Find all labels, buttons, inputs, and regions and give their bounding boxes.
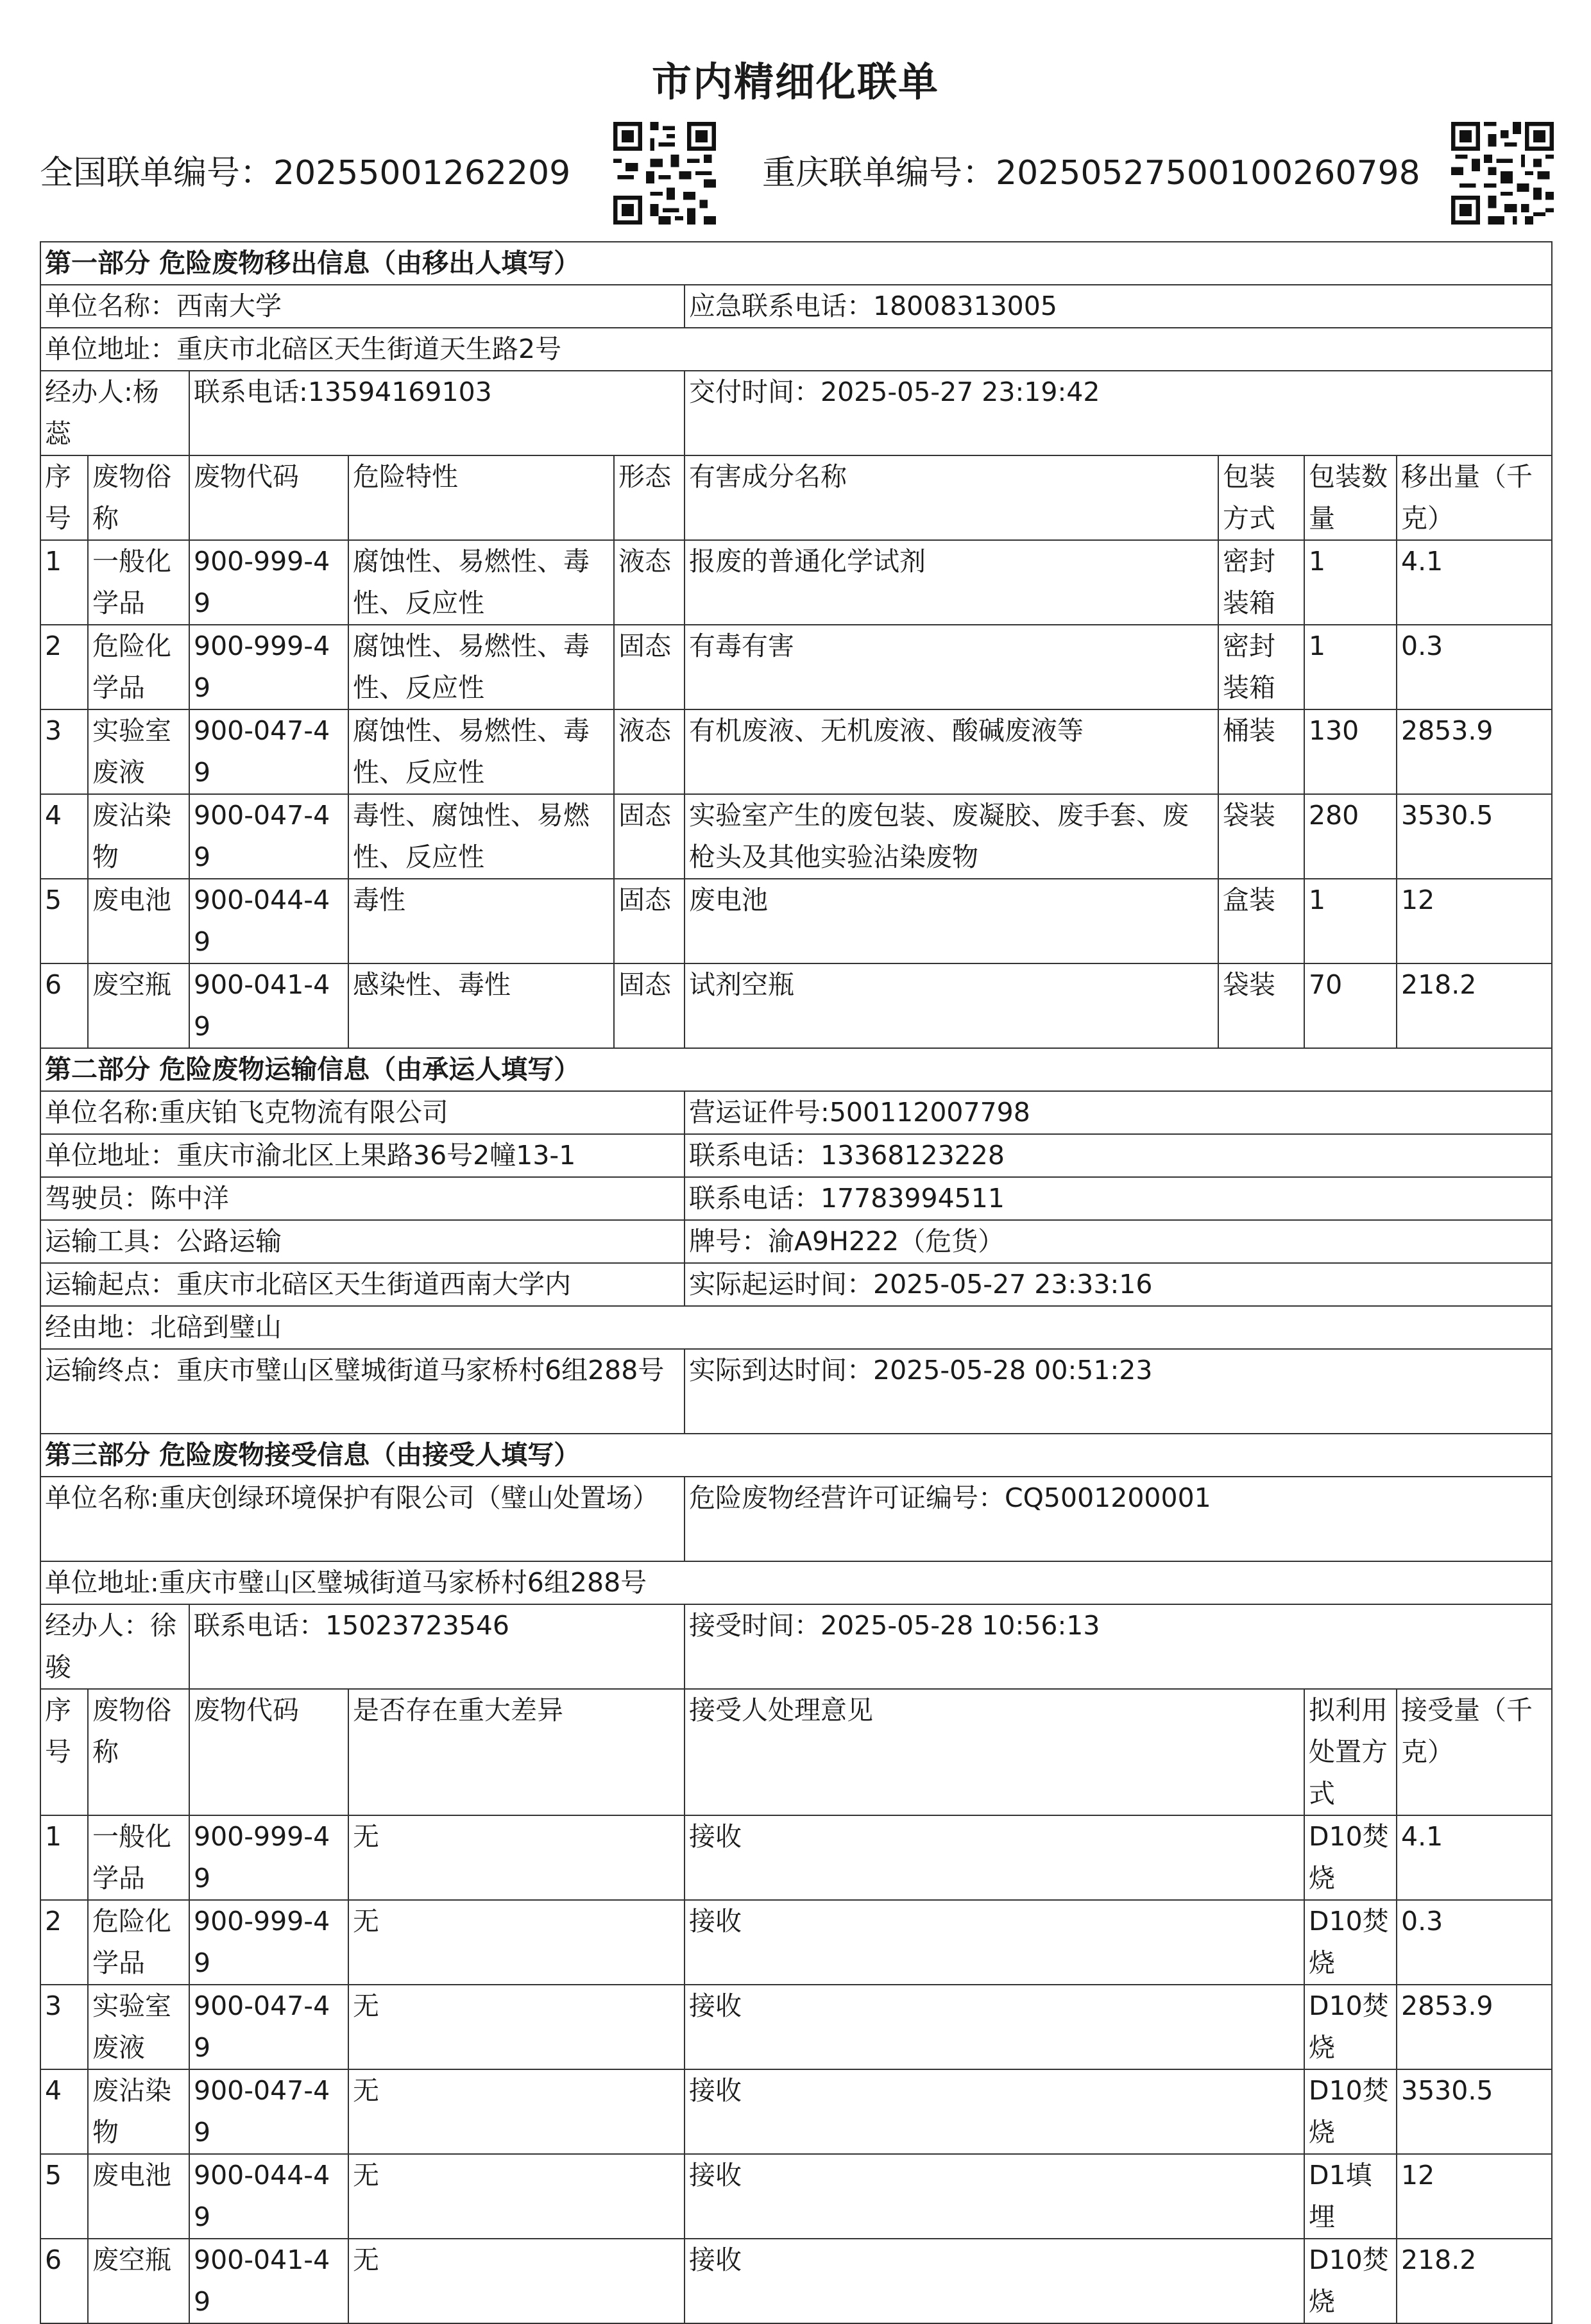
part1-cell: 2 [40,625,88,709]
part3-cell: D10焚烧 [1304,2069,1397,2154]
part3-cell: 无 [348,1815,685,1900]
part2-license: 营运证件号:500112007798 [685,1091,1552,1134]
part1-cell: 900-047-49 [189,794,348,879]
part3-cell: 5 [40,2154,88,2239]
part3-cell: 3 [40,1985,88,2069]
part1-cell: 1 [1304,540,1397,625]
national-number [40,154,570,192]
part3-cell: 3530.5 [1397,2069,1552,2154]
part1-cell: 危险化学品 [88,625,189,709]
document-title: 市内精细化联单 [651,58,939,105]
part2-route: 经由地：北碚到璧山 [40,1306,1552,1349]
part1-cell: 试剂空瓶 [685,963,1218,1048]
part1-cell: 0.3 [1397,625,1552,709]
part1-cell: 废沾染物 [88,794,189,879]
part3-cell: 一般化学品 [88,1815,189,1900]
national-number-value: 20255001262209 [273,154,571,192]
part1-cell: 900-047-49 [189,709,348,794]
part3-permit: 危险废物经营许可证编号：CQ5001200001 [685,1477,1552,1561]
part3-table-row [40,2069,1552,2154]
part2-plate: 牌号：渝A9H222（危货） [685,1220,1552,1263]
part3-table-row [40,2239,1552,2323]
part1-cell: 密封装箱 [1218,540,1304,625]
part3-header-cell: 序号 [40,1689,88,1815]
part3-cell: 900-047-49 [189,1985,348,2069]
part2-title: 第二部分 危险废物运输信息（由承运人填写） [40,1048,1552,1091]
part1-handler-phone: 联系电话:13594169103 [189,371,685,455]
part1-cell: 废电池 [88,879,189,963]
part3-cell: 900-044-49 [189,2154,348,2239]
part3-cell: 危险化学品 [88,1900,189,1985]
part3-cell: 900-999-49 [189,1900,348,1985]
part1-table-row [40,794,1552,879]
part1-cell: 3530.5 [1397,794,1552,879]
part3-cell: 接收 [685,2239,1304,2323]
part3-cell: 4 [40,2069,88,2154]
part3-cell: 12 [1397,2154,1552,2239]
part2-phone-2: 联系电话：17783994511 [685,1177,1552,1220]
part1-table-row [40,963,1552,1048]
manifest-table [40,241,1553,2324]
national-qr-code [613,122,716,225]
part1-cell: 密封装箱 [1218,625,1304,709]
national-number-label: 全国联单编号： [40,154,274,192]
part1-header-cell: 形态 [614,455,685,540]
part3-cell: 接收 [685,1900,1304,1985]
part1-table-row [40,709,1552,794]
part3-cell: 218.2 [1397,2239,1552,2323]
part1-cell: 袋装 [1218,963,1304,1048]
part3-cell: 实验室废液 [88,1985,189,2069]
part2-start: 运输起点：重庆市北碚区天生街道西南大学内 [40,1263,685,1306]
part3-cell: 接收 [685,1985,1304,2069]
part3-cell: 900-999-49 [189,1815,348,1900]
part1-cell: 6 [40,963,88,1048]
part1-cell: 盒装 [1218,879,1304,963]
part3-cell: 废沾染物 [88,2069,189,2154]
part3-cell: 900-047-49 [189,2069,348,2154]
part1-cell: 有机废液、无机废液、酸碱废液等 [685,709,1218,794]
part1-cell: 4.1 [1397,540,1552,625]
part1-cell: 900-999-49 [189,625,348,709]
part2-driver: 驾驶员：陈中洋 [40,1177,685,1220]
part1-cell: 1 [1304,879,1397,963]
part1-cell: 900-044-49 [189,879,348,963]
part3-table-row [40,2154,1552,2239]
chongqing-qr-code [1451,122,1554,225]
part1-unit-name: 单位名称：西南大学 [40,285,685,328]
part1-address: 单位地址：重庆市北碚区天生街道天生路2号 [40,328,1552,371]
part3-unit-name: 单位名称:重庆创绿环境保护有限公司（璧山处置场） [40,1477,685,1561]
part1-header-cell: 包装方式 [1218,455,1304,540]
part3-cell: 0.3 [1397,1900,1552,1985]
part1-cell: 腐蚀性、易燃性、毒性、反应性 [348,625,614,709]
part3-cell: 废空瓶 [88,2239,189,2323]
part3-cell: 2 [40,1900,88,1985]
part3-handler-phone: 联系电话：15023723546 [189,1604,685,1689]
part3-cell: 无 [348,2069,685,2154]
part3-cell: D10焚烧 [1304,1985,1397,2069]
part1-cell: 袋装 [1218,794,1304,879]
part1-cell: 有毒有害 [685,625,1218,709]
part3-cell: D10焚烧 [1304,1900,1397,1985]
part1-cell: 130 [1304,709,1397,794]
part2-vehicle: 运输工具：公路运输 [40,1220,685,1263]
part1-cell: 2853.9 [1397,709,1552,794]
part1-cell: 1 [40,540,88,625]
part1-cell: 900-999-49 [189,540,348,625]
part1-cell: 腐蚀性、易燃性、毒性、反应性 [348,709,614,794]
part3-cell: 无 [348,1985,685,2069]
part3-cell: D10焚烧 [1304,2239,1397,2323]
part1-cell: 3 [40,709,88,794]
part3-cell: 无 [348,1900,685,1985]
part3-cell: 无 [348,2239,685,2323]
part1-handler: 经办人:杨蕊 [40,371,189,455]
part1-emergency-phone: 应急联系电话：18008313005 [685,285,1552,328]
part3-cell: 接收 [685,1815,1304,1900]
part3-header-cell: 接受量（千克） [1397,1689,1552,1815]
part3-cell: 1 [40,1815,88,1900]
part1-cell: 实验室产生的废包装、废凝胶、废手套、废枪头及其他实验沾染废物 [685,794,1218,879]
part1-cell: 液态 [614,709,685,794]
part1-handover-time: 交付时间：2025-05-27 23:19:42 [685,371,1552,455]
part1-cell: 毒性、腐蚀性、易燃性、反应性 [348,794,614,879]
part1-header-cell: 包装数量 [1304,455,1397,540]
part1-header-cell: 有害成分名称 [685,455,1218,540]
part1-cell: 废电池 [685,879,1218,963]
part1-cell: 报废的普通化学试剂 [685,540,1218,625]
part1-title: 第一部分 危险废物移出信息（由移出人填写） [40,242,1552,285]
part2-phone-1: 联系电话：13368123228 [685,1134,1552,1177]
part3-table-row [40,1815,1552,1900]
part1-cell: 12 [1397,879,1552,963]
part1-header-cell: 废物代码 [189,455,348,540]
part3-handler: 经办人：徐骏 [40,1604,189,1689]
part3-cell: 接收 [685,2069,1304,2154]
part3-title: 第三部分 危险废物接受信息（由接受人填写） [40,1434,1552,1477]
part1-cell: 桶装 [1218,709,1304,794]
part3-header-cell: 接受人处理意见 [685,1689,1304,1815]
part1-cell: 4 [40,794,88,879]
part2-unit-name: 单位名称:重庆铂飞克物流有限公司 [40,1091,685,1134]
part1-cell: 腐蚀性、易燃性、毒性、反应性 [348,540,614,625]
part2-arrive-time: 实际到达时间：2025-05-28 00:51:23 [685,1349,1552,1434]
part3-cell: 接收 [685,2154,1304,2239]
part1-cell: 废空瓶 [88,963,189,1048]
part1-cell: 固态 [614,879,685,963]
part3-header-cell: 拟利用处置方式 [1304,1689,1397,1815]
part3-table-row [40,1900,1552,1985]
part3-cell: 900-041-49 [189,2239,348,2323]
part1-cell: 固态 [614,625,685,709]
part1-cell: 感染性、毒性 [348,963,614,1048]
part1-table-row [40,879,1552,963]
part1-cell: 5 [40,879,88,963]
part1-header-cell: 移出量（千克） [1397,455,1552,540]
part3-receive-time: 接受时间：2025-05-28 10:56:13 [685,1604,1552,1689]
part3-cell: D1填埋 [1304,2154,1397,2239]
part1-cell: 液态 [614,540,685,625]
part3-header-cell: 废物代码 [189,1689,348,1815]
part3-header-cell: 废物俗称 [88,1689,189,1815]
chongqing-number [762,154,1420,192]
part1-cell: 900-041-49 [189,963,348,1048]
part1-cell: 毒性 [348,879,614,963]
part3-table-row [40,1985,1552,2069]
part1-cell: 218.2 [1397,963,1552,1048]
chongqing-number-value: 20250527500100260798 [996,154,1420,192]
chongqing-number-label: 重庆联单编号： [762,154,996,192]
part3-cell: D10焚烧 [1304,1815,1397,1900]
part3-cell: 4.1 [1397,1815,1552,1900]
part1-cell: 固态 [614,963,685,1048]
part1-cell: 70 [1304,963,1397,1048]
part1-table-row [40,540,1552,625]
part3-cell: 2853.9 [1397,1985,1552,2069]
part1-cell: 实验室废液 [88,709,189,794]
part3-header-cell: 是否存在重大差异 [348,1689,685,1815]
part2-address: 单位地址：重庆市渝北区上果路36号2幢13-1 [40,1134,685,1177]
part2-start-time: 实际起运时间：2025-05-27 23:33:16 [685,1263,1552,1306]
part3-cell: 无 [348,2154,685,2239]
part1-cell: 1 [1304,625,1397,709]
part3-address: 单位地址:重庆市璧山区璧城街道马家桥村6组288号 [40,1561,1552,1604]
part1-cell: 固态 [614,794,685,879]
part1-header-cell: 序号 [40,455,88,540]
part1-table-row [40,625,1552,709]
part1-cell: 280 [1304,794,1397,879]
part3-cell: 6 [40,2239,88,2323]
part1-header-cell: 废物俗称 [88,455,189,540]
part1-cell: 一般化学品 [88,540,189,625]
part3-cell: 废电池 [88,2154,189,2239]
part2-end: 运输终点：重庆市璧山区璧城街道马家桥村6组288号 [40,1349,685,1434]
part1-header-cell: 危险特性 [348,455,614,540]
